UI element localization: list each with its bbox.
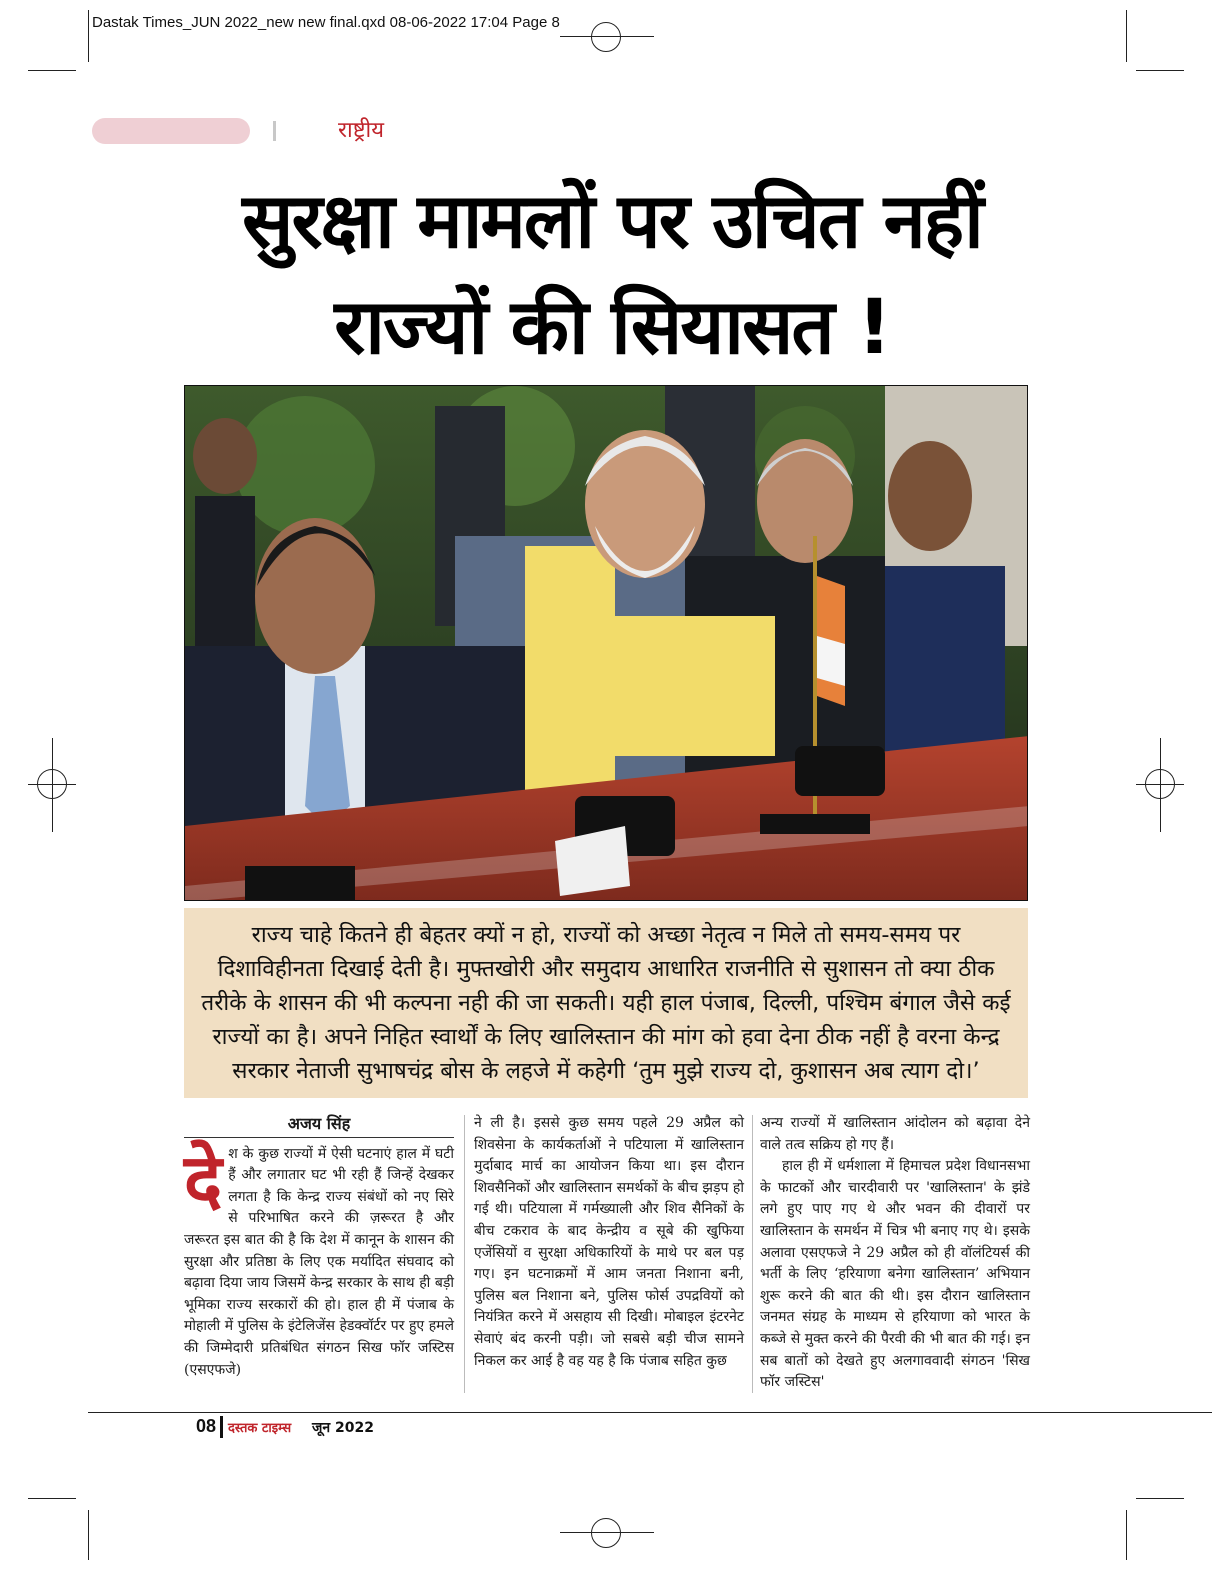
page-number: 08 (196, 1416, 217, 1436)
crop-mark (88, 1510, 89, 1560)
crop-mark (1126, 10, 1127, 62)
column-1 (184, 1113, 454, 1381)
registration-mark-icon (591, 22, 621, 52)
printer-slug-line: Dastak Times_JUN 2022_new new final.qxd 08-06-2022 17:04 Page 8 (92, 14, 560, 31)
column-2-text: ने ली है। इससे कुछ समय पहले 29 अप्रैल को शिवसेना के कार्यकर्ताओं ने पटियाला में खालिस्तान मुर्दाबाद मार्च का आयोजन किया था। इस दौरान शिवसैनिकों और खालिस्तान समर्थकों के बीच झड़प हो गई थी। पटियाला में गर्मख्याली और शिव सैनिकों के बीच टकराव के बाद केन्द्रीय व सूबे की खुफिया एजेंसियों व सुरक्षा अधिकारियों के माथे पर बल पड़ गए। इन घटनाक्रमों में आम जनता निशाना बनी, पुलिस बल निशाना बने, पुलिस फोर्स उपद्रवियों को नियंत्रित करने में असहाय सी दिखी। मोबाइल इंटरनेट सेवाएं बंद करनी पड़ी। जो सबसे बड़ी चीज सामने निकल कर आई है वह यह है कि पंजाब सहित कुछ (474, 1115, 744, 1369)
column-2 (474, 1113, 744, 1372)
column-3-paragraph-1: अन्य राज्यों में खालिस्तान आंदोलन को बढ़ावा देने वाले तत्व सक्रिय हो गए हैं। (760, 1115, 1030, 1153)
section-pill-decoration (92, 118, 250, 144)
section-separator (273, 121, 276, 141)
drop-cap: दे (184, 1137, 223, 1222)
crop-mark (1136, 1498, 1184, 1499)
crop-mark (1136, 70, 1184, 71)
headline-line-2: राज्यों की सियासत ! (334, 282, 890, 371)
footer-rule (88, 1412, 1212, 1413)
registration-mark-icon (37, 769, 67, 799)
headline-line-1: सुरक्षा मामलों पर उचित नहीं (242, 176, 982, 265)
lead-text: राज्य चाहे कितने ही बेहतर क्यों न हो, राज्यों को अच्छा नेतृत्व न मिले तो समय-समय पर दिशाविहीनता दिखाई देती है। मुफ्तखोरी और समुदाय आधारित राजनीति से सुशासन तो क्या ठीक तरीके के शासन की भी कल्पना नही की जा सकती। यही हाल पंजाब, दिल्ली, पश्चिम बंगाल जैसे कई राज्यों का है। अपने निहित स्वार्थों के लिए खालिस्तान की मांग को हवा देना ठीक नहीं है वरना केन्द्र सरकार नेताजी सुभाषचंद्र बोस के लहजे में कहेगी ‘तुम मुझे राज्य दो, कुशासन अब त्याग दो।’ (201, 922, 1011, 1084)
column-divider (464, 1115, 465, 1393)
footer-separator (220, 1416, 223, 1438)
column-3 (760, 1113, 1030, 1394)
registration-mark-icon (591, 1518, 621, 1548)
headline (100, 168, 1124, 380)
crop-mark (88, 10, 89, 62)
section-label: राष्ट्रीय (338, 118, 385, 143)
crop-mark (28, 70, 76, 71)
crop-mark (28, 1498, 76, 1499)
crop-mark (1126, 1510, 1127, 1560)
masthead-logo: दस्तक टाइम्स (228, 1421, 292, 1436)
registration-mark-icon (1145, 769, 1175, 799)
lead-box (184, 908, 1028, 1098)
issue-date: जून 2022 (312, 1420, 374, 1436)
column-3-paragraph-2: हाल ही में धर्मशाला में हिमाचल प्रदेश विधानसभा के फाटकों और चारदीवारी पर 'खालिस्तान' के झंडे लगे हुए पाए गए थे और भवन की दीवारों पर खालिस्तान के समर्थन में चित्र भी बनाए गए थे। इसके अलावा एसएफजे ने 29 अप्रैल को ही वॉलंटियर्स की भर्ती के लिए ‘हरियाणा बनेगा खालिस्तान’ अभियान शुरू करने की बात की थी। इस दौरान खालिस्तान जनमत संग्रह के माध्यम से हरियाणा को भारत के कब्जे से मुक्त करने की पैरवी की भी बात की गई। इन सब बातों को देखते हुए अलगाववादी संगठन 'सिख फॉर जस्टिस' (760, 1158, 1030, 1391)
column-divider (752, 1115, 753, 1393)
meeting-photo-illustration (185, 386, 1028, 901)
lead-photo (184, 385, 1028, 901)
column-1-text: श के कुछ राज्यों में ऐसी घटनाएं हाल में घटी हैं और लगातार घट भी रही हैं जिन्हें देखकर लगता है कि केन्द्र राज्य संबंधों को नए सिरे से परिभाषित करने की ज़रूरत है और जरूरत इस बात की है कि देश में कानून के शासन की सुरक्षा और प्रतिष्ठा के लिए एक मर्यादित संघवाद को बढ़ावा दिया जाय जिसमें केन्द्र सरकार के साथ ही बड़ी भूमिका राज्य सरकारों की हो। हाल ही में पंजाब के मोहाली में पुलिस के इंटेलिजेंस हेडक्वॉर्टर पर हुए हमले की जिम्मेदारी प्रतिबंधित संगठन सिख फॉर जस्टिस (एसएफजे) (184, 1145, 454, 1378)
byline: अजय सिंह (184, 1113, 454, 1138)
